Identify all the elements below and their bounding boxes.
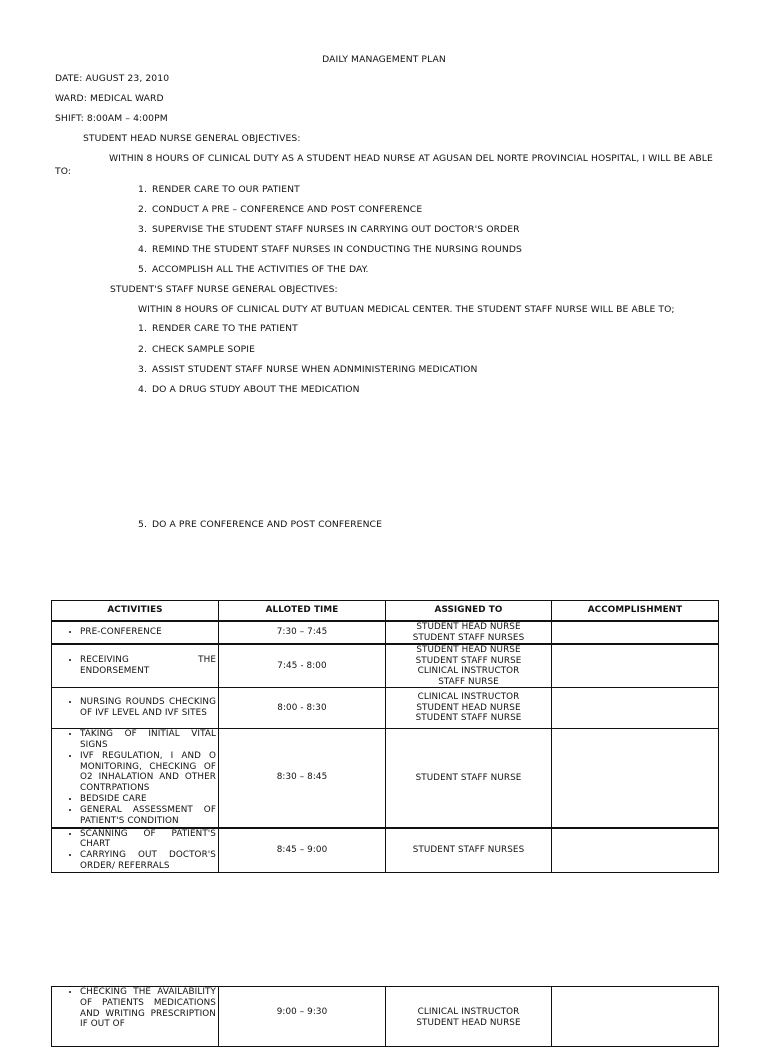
activities-cell [52,621,219,644]
activities-cell [52,688,219,729]
objective-item: 2. CONDUCT A PRE – CONFERENCE AND POST CONFERENCE [138,204,423,215]
objective-item: 4. DO A DRUG STUDY ABOUT THE MEDICATION [138,384,360,395]
objective-item: 3. SUPERVISE THE STUDENT STAFF NURSES IN CARRYING OUT DOCTOR'S ORDER [138,224,520,235]
objective-item: 5. DO A PRE CONFERENCE AND POST CONFERENCE [138,519,382,530]
time-cell: 7:30 – 7:45 [219,621,386,644]
objective-item: 1. RENDER CARE TO OUR PATIENT [138,184,300,195]
activities-cell [52,828,219,873]
assigned-cell: STUDENT HEAD NURSE STUDENT STAFF NURSES [386,621,552,644]
list-item: • SCANNING OF PATIENT'S CHART [80,829,216,851]
column-header-activities: ACTIVITIES [52,601,219,622]
activities-cell [52,644,219,688]
head-nurse-intro-cont: TO: [55,166,72,177]
table-header-row [52,601,719,622]
accomplishment-cell [552,688,719,729]
accomplishment-cell [552,644,719,688]
assigned-cell: CLINICAL INSTRUCTOR STUDENT HEAD NURSE [386,987,552,1047]
accomplishment-cell [552,729,719,828]
activities-table-continued [51,986,719,1047]
column-header-accomplishment: ACCOMPLISHMENT [552,601,719,622]
document-title: DAILY MANAGEMENT PLAN [322,54,446,65]
accomplishment-cell [552,987,719,1047]
head-nurse-heading: STUDENT HEAD NURSE GENERAL OBJECTIVES: [83,133,301,144]
activities-cell [52,729,219,828]
objective-item: 1. RENDER CARE TO THE PATIENT [138,323,298,334]
column-header-time: ALLOTED TIME [219,601,386,622]
date-line: DATE: AUGUST 23, 2010 [55,73,170,84]
table-row [52,688,719,729]
assigned-cell: CLINICAL INSTRUCTOR STUDENT HEAD NURSE STUDENT STAFF NURSE [386,688,552,729]
activities-cell [52,987,219,1047]
time-cell: 7:45 - 8:00 [219,644,386,688]
table-row [52,987,719,1047]
list-item: • NURSING ROUNDS CHECKING OF IVF LEVEL AND IVF SITES [80,697,216,719]
table-row [52,729,719,828]
table-row [52,621,719,644]
column-header-assigned: ASSIGNED TO [386,601,552,622]
assigned-cell: STUDENT STAFF NURSE [386,729,552,828]
list-item: • GENERAL ASSESSMENT OF PATIENT'S CONDITION [80,805,216,827]
list-item: • RECEIVING THE ENDORSEMENT [80,655,216,677]
ward-line: WARD: MEDICAL WARD [55,93,164,104]
table-row [52,828,719,873]
list-item: • CARRYING OUT DOCTOR'S ORDER/ REFERRALS [80,850,216,872]
staff-nurse-intro: WITHIN 8 HOURS OF CLINICAL DUTY AT BUTUAN MEDICAL CENTER. THE STUDENT STAFF NURSE WILL BE ABLE TO; [138,304,675,315]
list-item: • IVF REGULATION, I AND O MONITORING, CHECKING OF O2 INHALATION AND OTHER CONTRPATIONS [80,751,216,794]
staff-nurse-heading: STUDENT'S STAFF NURSE GENERAL OBJECTIVES: [110,284,338,295]
objective-item: 3. ASSIST STUDENT STAFF NURSE WHEN ADNMINISTERING MEDICATION [138,364,478,375]
list-item: • TAKING OF INITIAL VITAL SIGNS [80,729,216,751]
time-cell: 8:30 – 8:45 [219,729,386,828]
objective-item: 2. CHECK SAMPLE SOPIE [138,344,256,355]
assigned-cell: STUDENT HEAD NURSE STUDENT STAFF NURSE CLINICAL INSTRUCTOR STAFF NURSE [386,644,552,688]
list-item: • PRE-CONFERENCE [80,627,216,638]
accomplishment-cell [552,621,719,644]
accomplishment-cell [552,828,719,873]
head-nurse-intro: WITHIN 8 HOURS OF CLINICAL DUTY AS A STUDENT HEAD NURSE AT AGUSAN DEL NORTE PROVINCIAL HOSPITAL, I WILL BE ABLE [109,153,713,164]
objective-item: 5. ACCOMPLISH ALL THE ACTIVITIES OF THE DAY. [138,264,369,275]
time-cell: 8:45 – 9:00 [219,828,386,873]
assigned-cell: STUDENT STAFF NURSES [386,828,552,873]
objective-item: 4. REMIND THE STUDENT STAFF NURSES IN CONDUCTING THE NURSING ROUNDS [138,244,522,255]
continued-table-clip [0,986,768,1030]
activities-table [51,600,719,873]
list-item: • CHECKING THE AVAILABILITY OF PATIENTS MEDICATIONS AND WRITING PRESCRIPTION IF OUT OF [80,987,216,1030]
table-row [52,644,719,688]
time-cell: 9:00 – 9:30 [219,987,386,1047]
time-cell: 8:00 - 8:30 [219,688,386,729]
list-item: • BEDSIDE CARE [80,794,216,805]
shift-line: SHIFT: 8:00AM – 4:00PM [55,113,168,124]
